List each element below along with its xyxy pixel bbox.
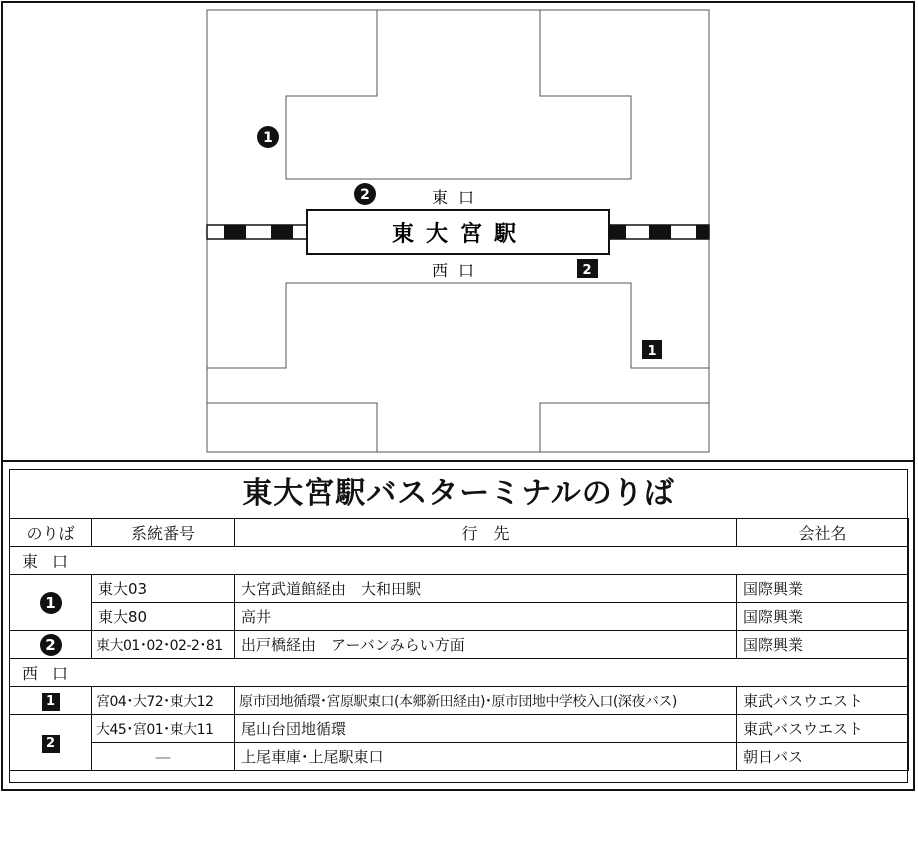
destination-cell: 出戸橋経由 アーバンみらい方面 bbox=[235, 631, 737, 659]
destination-cell: 大宮武道館経由 大和田駅 bbox=[235, 575, 737, 603]
west-exit-label: 西口 bbox=[431, 261, 485, 280]
station-name: 東大宮駅 bbox=[391, 222, 529, 247]
header-stop: のりば bbox=[10, 519, 92, 547]
section-row-west bbox=[10, 659, 909, 687]
table-row bbox=[10, 687, 909, 715]
southeast-block bbox=[540, 403, 709, 452]
table-row bbox=[10, 715, 909, 743]
bus-terminal-table bbox=[9, 469, 908, 783]
southwest-block bbox=[207, 403, 377, 452]
svg-text:1: 1 bbox=[263, 130, 273, 146]
route-cell: 東大03 bbox=[92, 575, 235, 603]
stop-marker-west-1 bbox=[642, 340, 662, 359]
stop-cell-west-2 bbox=[10, 715, 92, 771]
destination-cell: 高井 bbox=[235, 603, 737, 631]
table-row bbox=[10, 603, 909, 631]
east-exit-label: 東口 bbox=[431, 188, 485, 207]
company-cell: 国際興業 bbox=[737, 575, 909, 603]
stop-cell-east-1 bbox=[10, 575, 92, 631]
destination-cell: 尾山台団地循環 bbox=[235, 715, 737, 743]
route-cell: 大45･宮01･東大11 bbox=[92, 715, 235, 743]
stop-badge-circle-2: 2 bbox=[40, 634, 62, 656]
stop-cell-west-1 bbox=[10, 687, 92, 715]
company-cell: 国際興業 bbox=[737, 631, 909, 659]
header-destination: 行 先 bbox=[235, 519, 737, 547]
company-cell: 国際興業 bbox=[737, 603, 909, 631]
route-cell: 宮04･大72･東大12 bbox=[92, 687, 235, 715]
svg-text:2: 2 bbox=[582, 263, 592, 278]
railway-east bbox=[609, 225, 709, 239]
railway-west bbox=[207, 225, 307, 239]
stop-marker-west-2 bbox=[577, 259, 598, 278]
table-title: 東大宮駅バスターミナルのりば bbox=[242, 476, 675, 511]
svg-text:2: 2 bbox=[360, 187, 370, 203]
route-cell: 東大80 bbox=[92, 603, 235, 631]
stop-marker-east-1 bbox=[257, 126, 279, 148]
header-route: 系統番号 bbox=[92, 519, 235, 547]
section-divider bbox=[1, 460, 915, 462]
company-cell: 朝日バス bbox=[737, 743, 909, 771]
destination-cell: 原市団地循環･宮原駅東口(本郷新田経由)･原市団地中学校入口(深夜バス) bbox=[235, 687, 737, 715]
south-blocks bbox=[207, 283, 709, 368]
header-company: 会社名 bbox=[737, 519, 909, 547]
header-row bbox=[10, 519, 909, 547]
table-row bbox=[10, 743, 909, 771]
stop-badge-square-1: 1 bbox=[42, 693, 60, 711]
route-cell: ― bbox=[92, 743, 235, 771]
company-cell: 東武バスウエスト bbox=[737, 715, 909, 743]
north-blocks bbox=[286, 10, 631, 179]
company-cell: 東武バスウエスト bbox=[737, 687, 909, 715]
stop-marker-east-2 bbox=[354, 183, 376, 205]
destination-cell: 上尾車庫･上尾駅東口 bbox=[235, 743, 737, 771]
section-row-east bbox=[10, 547, 909, 575]
section-east: 東口 bbox=[10, 547, 909, 575]
svg-text:1: 1 bbox=[647, 344, 657, 359]
stop-cell-east-2 bbox=[10, 631, 92, 659]
stop-badge-square-2: 2 bbox=[42, 735, 60, 753]
stop-badge-circle-1: 1 bbox=[40, 592, 62, 614]
table-row bbox=[10, 575, 909, 603]
section-west: 西口 bbox=[10, 659, 909, 687]
table-row bbox=[10, 631, 909, 659]
route-cell: 東大01･02･02-2･81 bbox=[92, 631, 235, 659]
timetable-grid bbox=[9, 518, 909, 771]
